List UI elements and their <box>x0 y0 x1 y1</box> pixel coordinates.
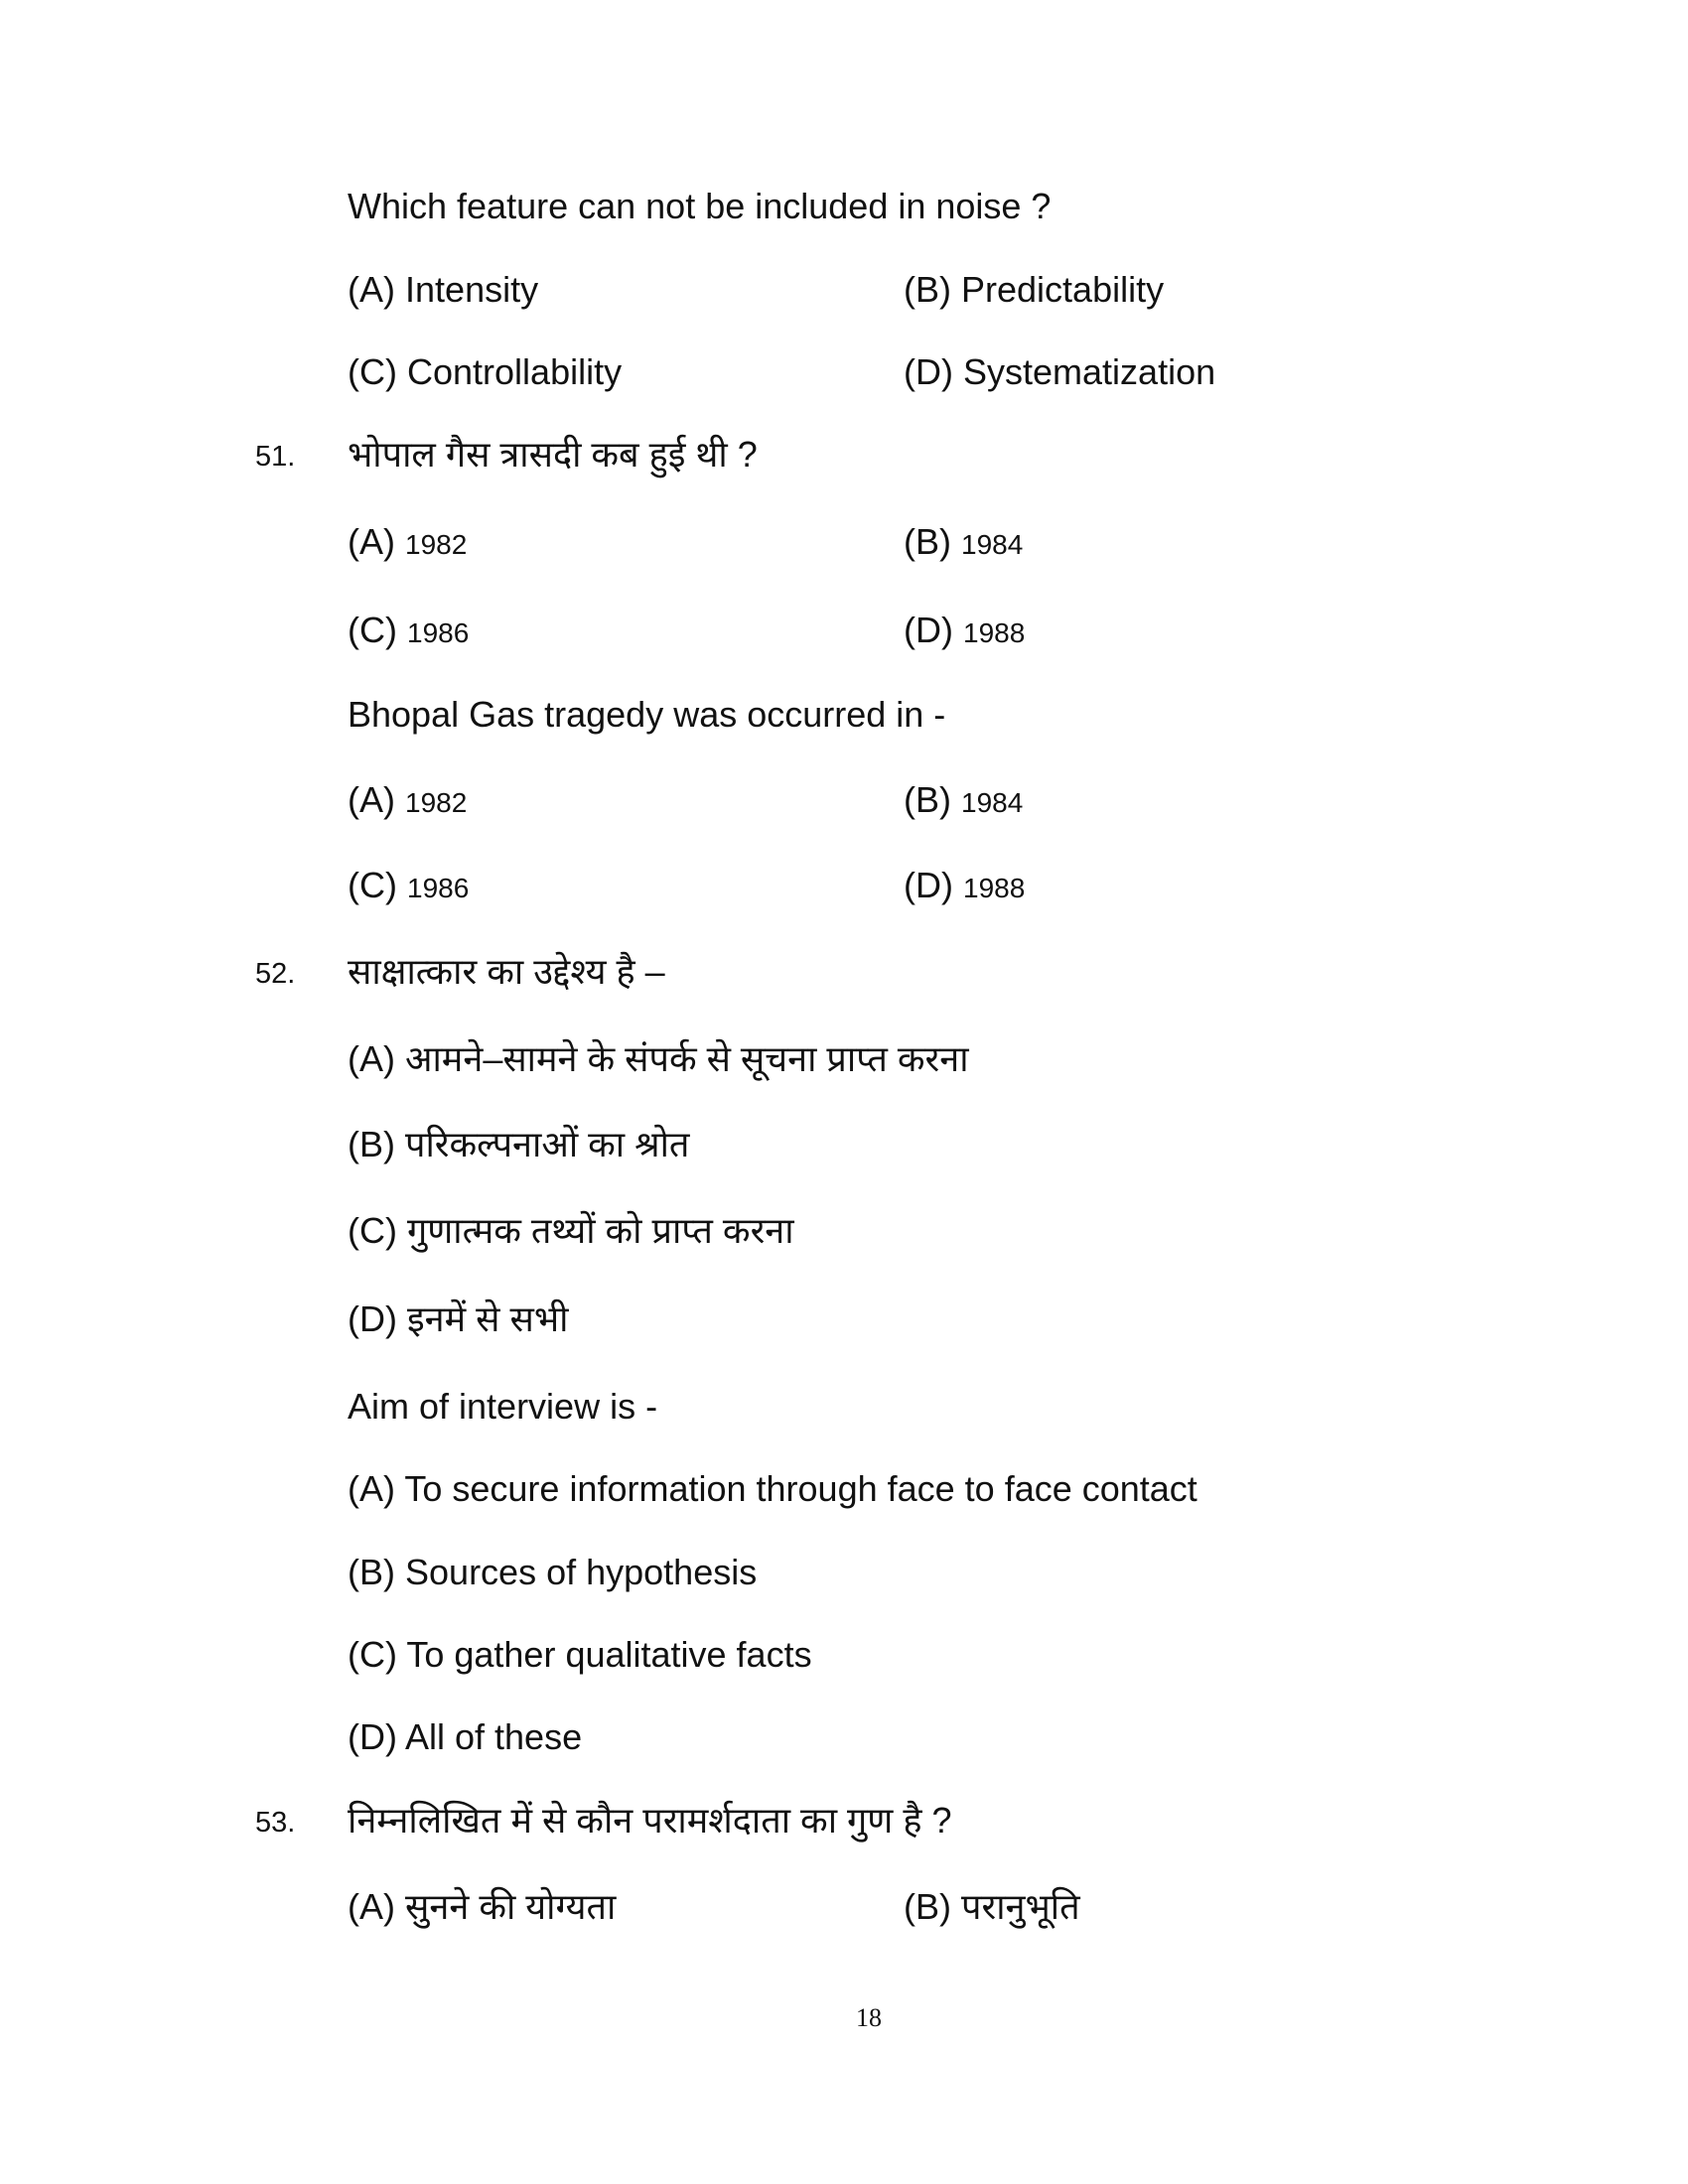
option-text: Predictability <box>961 269 1165 310</box>
option-d <box>904 864 1025 910</box>
option-d <box>348 1297 569 1341</box>
option-text: 1982 <box>405 787 468 818</box>
option-text: परानुभूति <box>961 1886 1080 1927</box>
option-a <box>348 268 538 312</box>
option-label: (B) <box>904 521 951 562</box>
option-text: आमने–सामने के संपर्क से सूचना प्राप्त करना <box>405 1038 969 1079</box>
option-label: (C) <box>348 610 397 650</box>
option-label: (A) <box>348 1886 395 1927</box>
option-text: परिकल्पनाओं का श्रोत <box>405 1124 690 1164</box>
option-b <box>348 1123 689 1166</box>
question-text: Which feature can not be included in noise ? <box>348 186 1052 226</box>
question-number: 52. <box>255 958 296 990</box>
option-d <box>904 350 1215 394</box>
option-b <box>904 1885 1080 1929</box>
option-c <box>348 609 469 655</box>
option-c <box>348 350 622 394</box>
option-text: 1988 <box>963 617 1026 648</box>
option-b <box>904 778 1023 825</box>
option-text: To gather qualitative facts <box>406 1634 812 1675</box>
option-label: (D) <box>348 1298 397 1339</box>
option-label: (B) <box>348 1124 395 1164</box>
option-text: 1986 <box>407 873 470 903</box>
option-b <box>904 268 1164 312</box>
option-label: (A) <box>348 269 395 310</box>
option-text: All of these <box>405 1716 583 1757</box>
option-label: (D) <box>904 610 953 650</box>
option-c <box>348 1633 812 1677</box>
option-text: इनमें से सभी <box>407 1298 569 1339</box>
option-text: 1984 <box>961 787 1024 818</box>
option-text: 1982 <box>405 529 468 560</box>
question-text-hindi: भोपाल गैस त्रासदी कब हुई थी ? <box>348 434 758 475</box>
option-d <box>348 1715 582 1759</box>
question-text-hindi: निम्नलिखित में से कौन परामर्शदाता का गुण है ? <box>348 1800 952 1841</box>
option-a <box>348 1467 1197 1511</box>
option-text: 1984 <box>961 529 1024 560</box>
option-label: (C) <box>348 1210 397 1251</box>
question-number: 51. <box>255 441 296 473</box>
option-text: Systematization <box>963 351 1216 392</box>
option-b <box>348 1551 757 1594</box>
option-text: सुनने की योग्यता <box>405 1886 617 1927</box>
option-label: (D) <box>348 1716 397 1757</box>
option-label: (B) <box>904 1886 951 1927</box>
option-label: (B) <box>348 1552 395 1592</box>
page-number: 18 <box>856 2003 882 2032</box>
option-a <box>348 1037 969 1081</box>
option-text: To secure information through face to face contact <box>404 1468 1197 1509</box>
option-label: (D) <box>904 865 953 905</box>
option-label: (C) <box>348 351 397 392</box>
option-text: गुणात्मक तथ्यों को प्राप्त करना <box>407 1210 794 1251</box>
option-label: (B) <box>904 269 951 310</box>
question-text-hindi: साक्षात्कार का उद्देश्य है – <box>348 951 665 992</box>
option-label: (C) <box>348 865 397 905</box>
option-label: (A) <box>348 521 395 562</box>
option-label: (B) <box>904 779 951 820</box>
question-text-english: Bhopal Gas tragedy was occurred in - <box>348 694 946 735</box>
option-d <box>904 609 1025 655</box>
option-label: (D) <box>904 351 953 392</box>
option-label: (C) <box>348 1634 397 1675</box>
option-text: 1988 <box>963 873 1026 903</box>
option-c <box>348 1209 794 1253</box>
question-number: 53. <box>255 1807 296 1839</box>
option-a <box>348 520 467 567</box>
option-a <box>348 1885 616 1929</box>
option-text: Controllability <box>407 351 623 392</box>
option-text: 1986 <box>407 617 470 648</box>
option-label: (A) <box>348 1038 395 1079</box>
option-a <box>348 778 467 825</box>
option-c <box>348 864 469 910</box>
option-text: Intensity <box>405 269 539 310</box>
question-text-english: Aim of interview is - <box>348 1386 658 1427</box>
option-label: (A) <box>348 779 395 820</box>
option-text: Sources of hypothesis <box>405 1552 758 1592</box>
option-label: (A) <box>348 1468 395 1509</box>
option-b <box>904 520 1023 567</box>
